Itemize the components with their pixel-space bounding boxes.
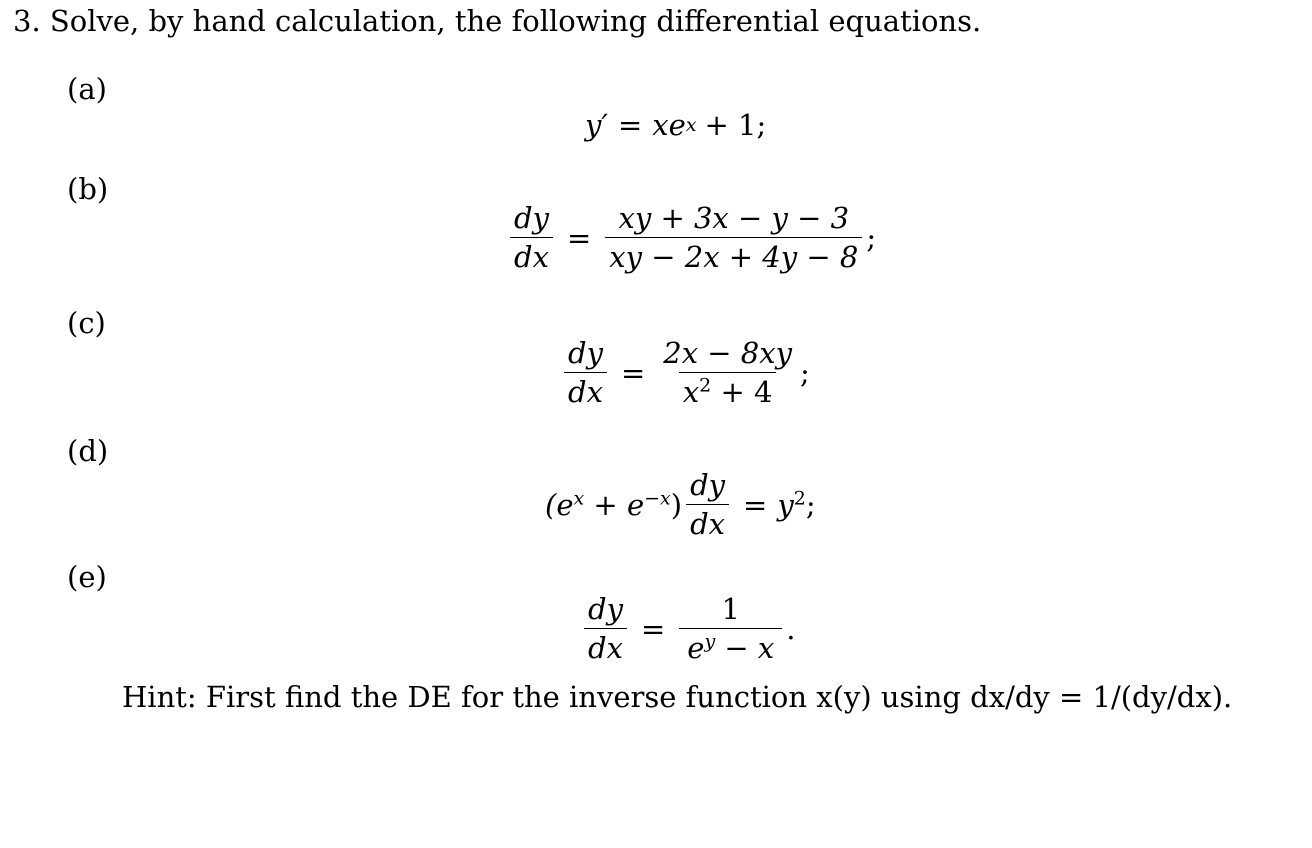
eq-e-den-tail: − x [715, 631, 775, 666]
eq-b-fraction [605, 203, 862, 273]
eq-d-rhs [777, 488, 815, 522]
eq-a-tail: + 1; [704, 108, 767, 142]
equation-d [545, 470, 816, 540]
eq-d-dx: dx [686, 504, 729, 539]
eq-d-rhs-exponent: 2 [793, 487, 806, 510]
eq-d-exp2: −x [644, 487, 671, 510]
hint-text: Hint: First find the DE for the inverse function x(y) using dx/dy = 1/(dy/dx). [122, 680, 1233, 714]
part-label-a: (a) [67, 72, 107, 106]
eq-b-numerator: xy + 3x − y − 3 [618, 201, 850, 235]
eq-c-dy: dy [568, 336, 603, 370]
problem-title: 3. Solve, by hand calculation, the following differential equations. [13, 4, 982, 38]
equation-a [585, 108, 766, 142]
eq-c-den-tail: + 4 [711, 375, 773, 410]
eq-e-numerator: 1 [721, 592, 740, 626]
eq-b-denominator: xy − 2x + 4y − 8 [605, 237, 862, 272]
eq-e-denominator [679, 628, 782, 666]
part-label-c: (c) [67, 306, 106, 340]
eq-c-denominator [679, 372, 777, 410]
eq-c-equals: = [620, 355, 646, 390]
eq-b-end: ; [866, 220, 877, 255]
eq-a-rhs: xe [652, 108, 686, 142]
eq-e-end: . [786, 611, 796, 646]
eq-d-derivative [686, 470, 729, 540]
eq-c-derivative [564, 338, 607, 408]
eq-c-end: ; [800, 355, 810, 390]
eq-e-den-exponent: y [704, 630, 716, 653]
eq-c-den-exponent: 2 [699, 374, 712, 397]
part-label-b: (b) [67, 172, 109, 206]
eq-c-dx: dx [564, 372, 607, 407]
equation-b [506, 203, 876, 273]
eq-b-dx: dx [510, 237, 553, 272]
eq-d-exp1: x [573, 487, 585, 510]
eq-d-open: (e [545, 487, 574, 522]
eq-b-dy: dy [514, 201, 549, 235]
part-label-e: (e) [67, 560, 107, 594]
eq-e-dx: dx [584, 628, 627, 663]
eq-d-factor [545, 488, 682, 522]
eq-e-den-base: e [687, 631, 705, 666]
eq-c-numerator: 2x − 8xy [663, 336, 792, 370]
eq-b-derivative [510, 203, 553, 273]
eq-d-dy: dy [690, 468, 726, 502]
eq-e-dy: dy [588, 592, 623, 626]
equation-e [580, 594, 795, 664]
part-label-d: (d) [67, 434, 109, 468]
eq-c-den-base: x [682, 375, 700, 410]
eq-b-equals: = [566, 220, 592, 255]
eq-d-rhs-base: y [777, 487, 794, 522]
eq-e-fraction [679, 594, 782, 664]
eq-e-equals: = [640, 611, 666, 646]
eq-d-end: ; [805, 487, 816, 522]
eq-d-mid: + e [584, 487, 645, 522]
equation-c [560, 338, 810, 408]
eq-a-lhs: y′ [585, 108, 608, 142]
eq-a-equals: = [617, 108, 643, 142]
eq-e-derivative [584, 594, 627, 664]
eq-d-equals: = [743, 487, 768, 522]
eq-d-close: ) [670, 487, 683, 522]
eq-a-exponent: x [685, 114, 697, 136]
eq-c-fraction [659, 338, 796, 408]
